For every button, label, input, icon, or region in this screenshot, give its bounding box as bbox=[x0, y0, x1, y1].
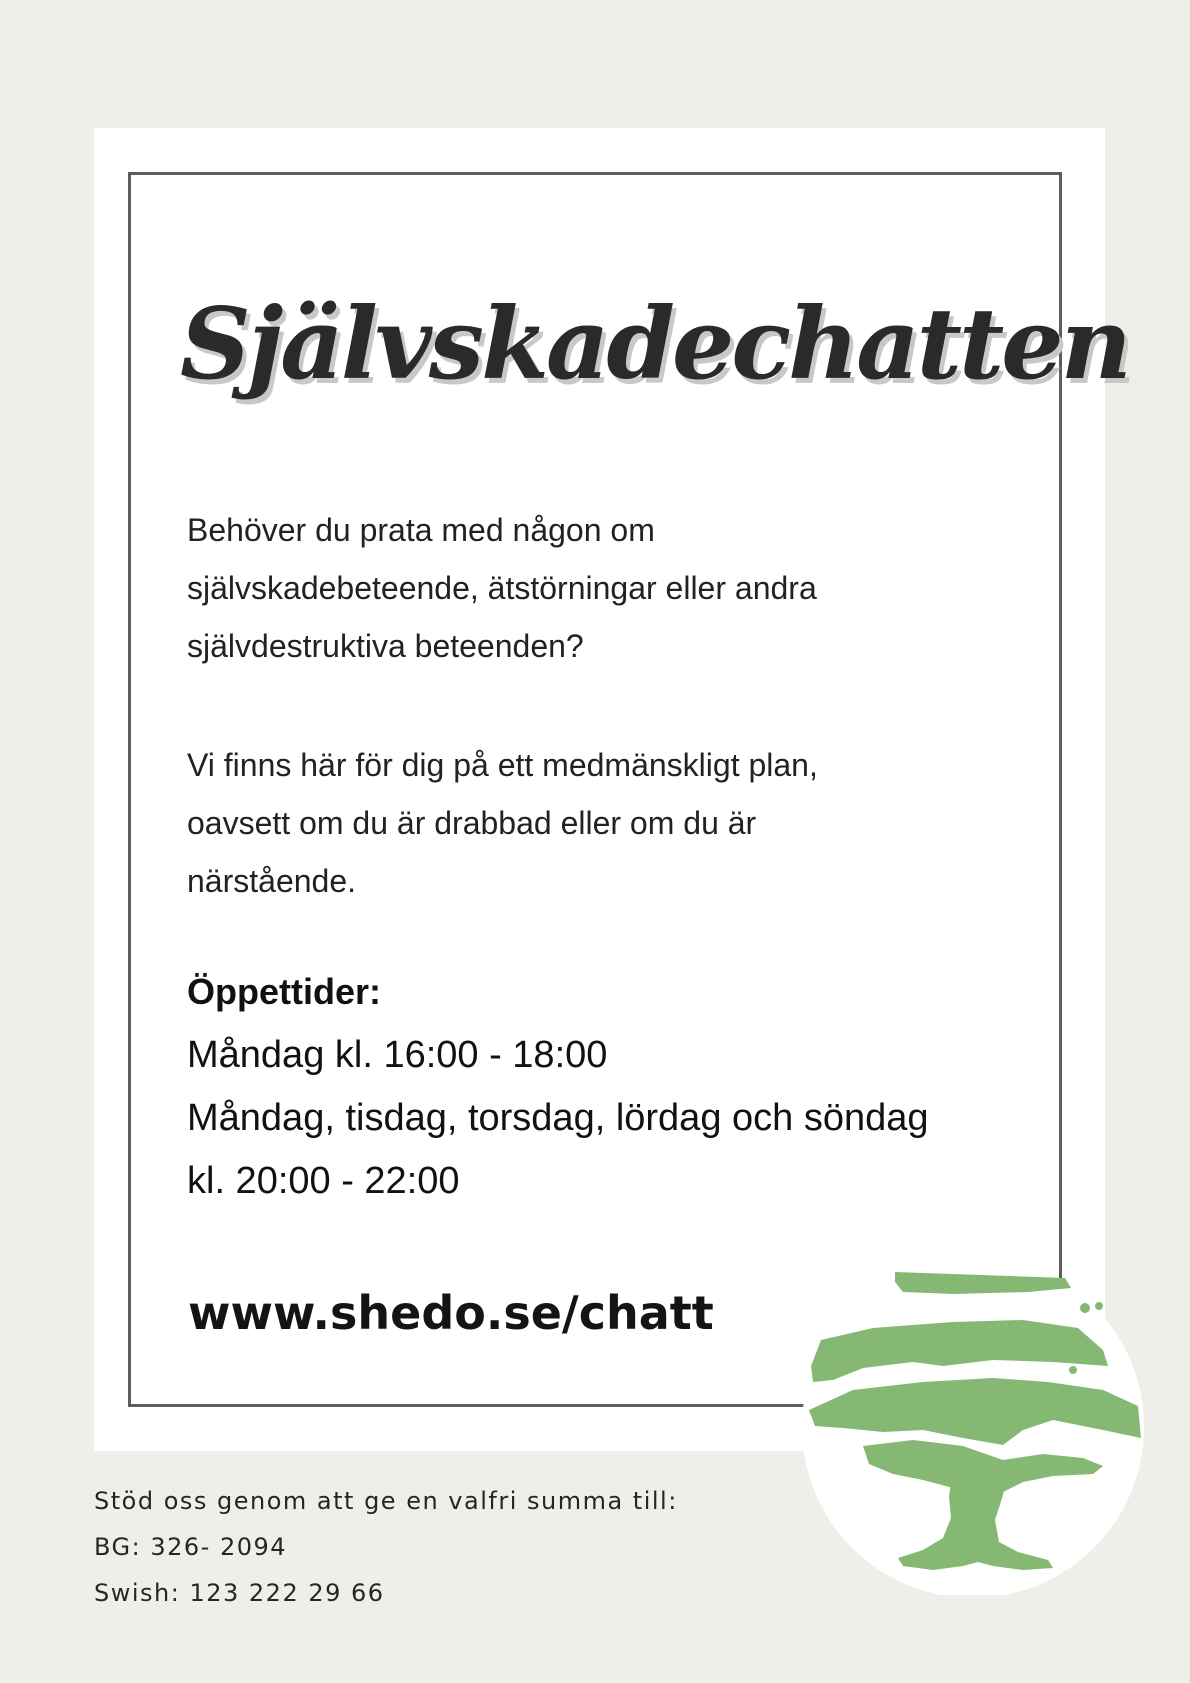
intro-line: självskadebeteende, ätstörningar eller andra bbox=[187, 570, 817, 606]
opening-hours-heading: Öppettider: bbox=[187, 971, 381, 1012]
website-link[interactable]: www.shedo.se/chatt bbox=[188, 1286, 714, 1340]
intro-line: självdestruktiva beteenden? bbox=[187, 628, 584, 664]
opening-hours-line: kl. 20:00 - 22:00 bbox=[187, 1160, 460, 1202]
opening-hours-line: Måndag kl. 16:00 - 18:00 bbox=[187, 1034, 608, 1076]
support-paragraph bbox=[187, 736, 987, 910]
support-line: närstående. bbox=[187, 863, 357, 899]
intro-paragraph bbox=[187, 501, 987, 675]
support-line: oavsett om du är drabbad eller om du är bbox=[187, 805, 757, 841]
donation-swish: Swish: 123 222 29 66 bbox=[94, 1579, 385, 1607]
donation-info bbox=[94, 1478, 794, 1616]
poster-title: Självskadechatten bbox=[180, 287, 1129, 402]
donation-line: Stöd oss genom att ge en valfri summa till: bbox=[94, 1487, 678, 1515]
shedo-logo bbox=[803, 1270, 1146, 1595]
tree-icon bbox=[803, 1270, 1146, 1595]
opening-hours-line: Måndag, tisdag, torsdag, lördag och söndag bbox=[187, 1097, 929, 1139]
donation-bankgiro: BG: 326- 2094 bbox=[94, 1533, 288, 1561]
support-line: Vi finns här för dig på ett medmänskligt plan, bbox=[187, 747, 818, 783]
intro-line: Behöver du prata med någon om bbox=[187, 512, 655, 548]
opening-hours bbox=[187, 960, 1047, 1213]
